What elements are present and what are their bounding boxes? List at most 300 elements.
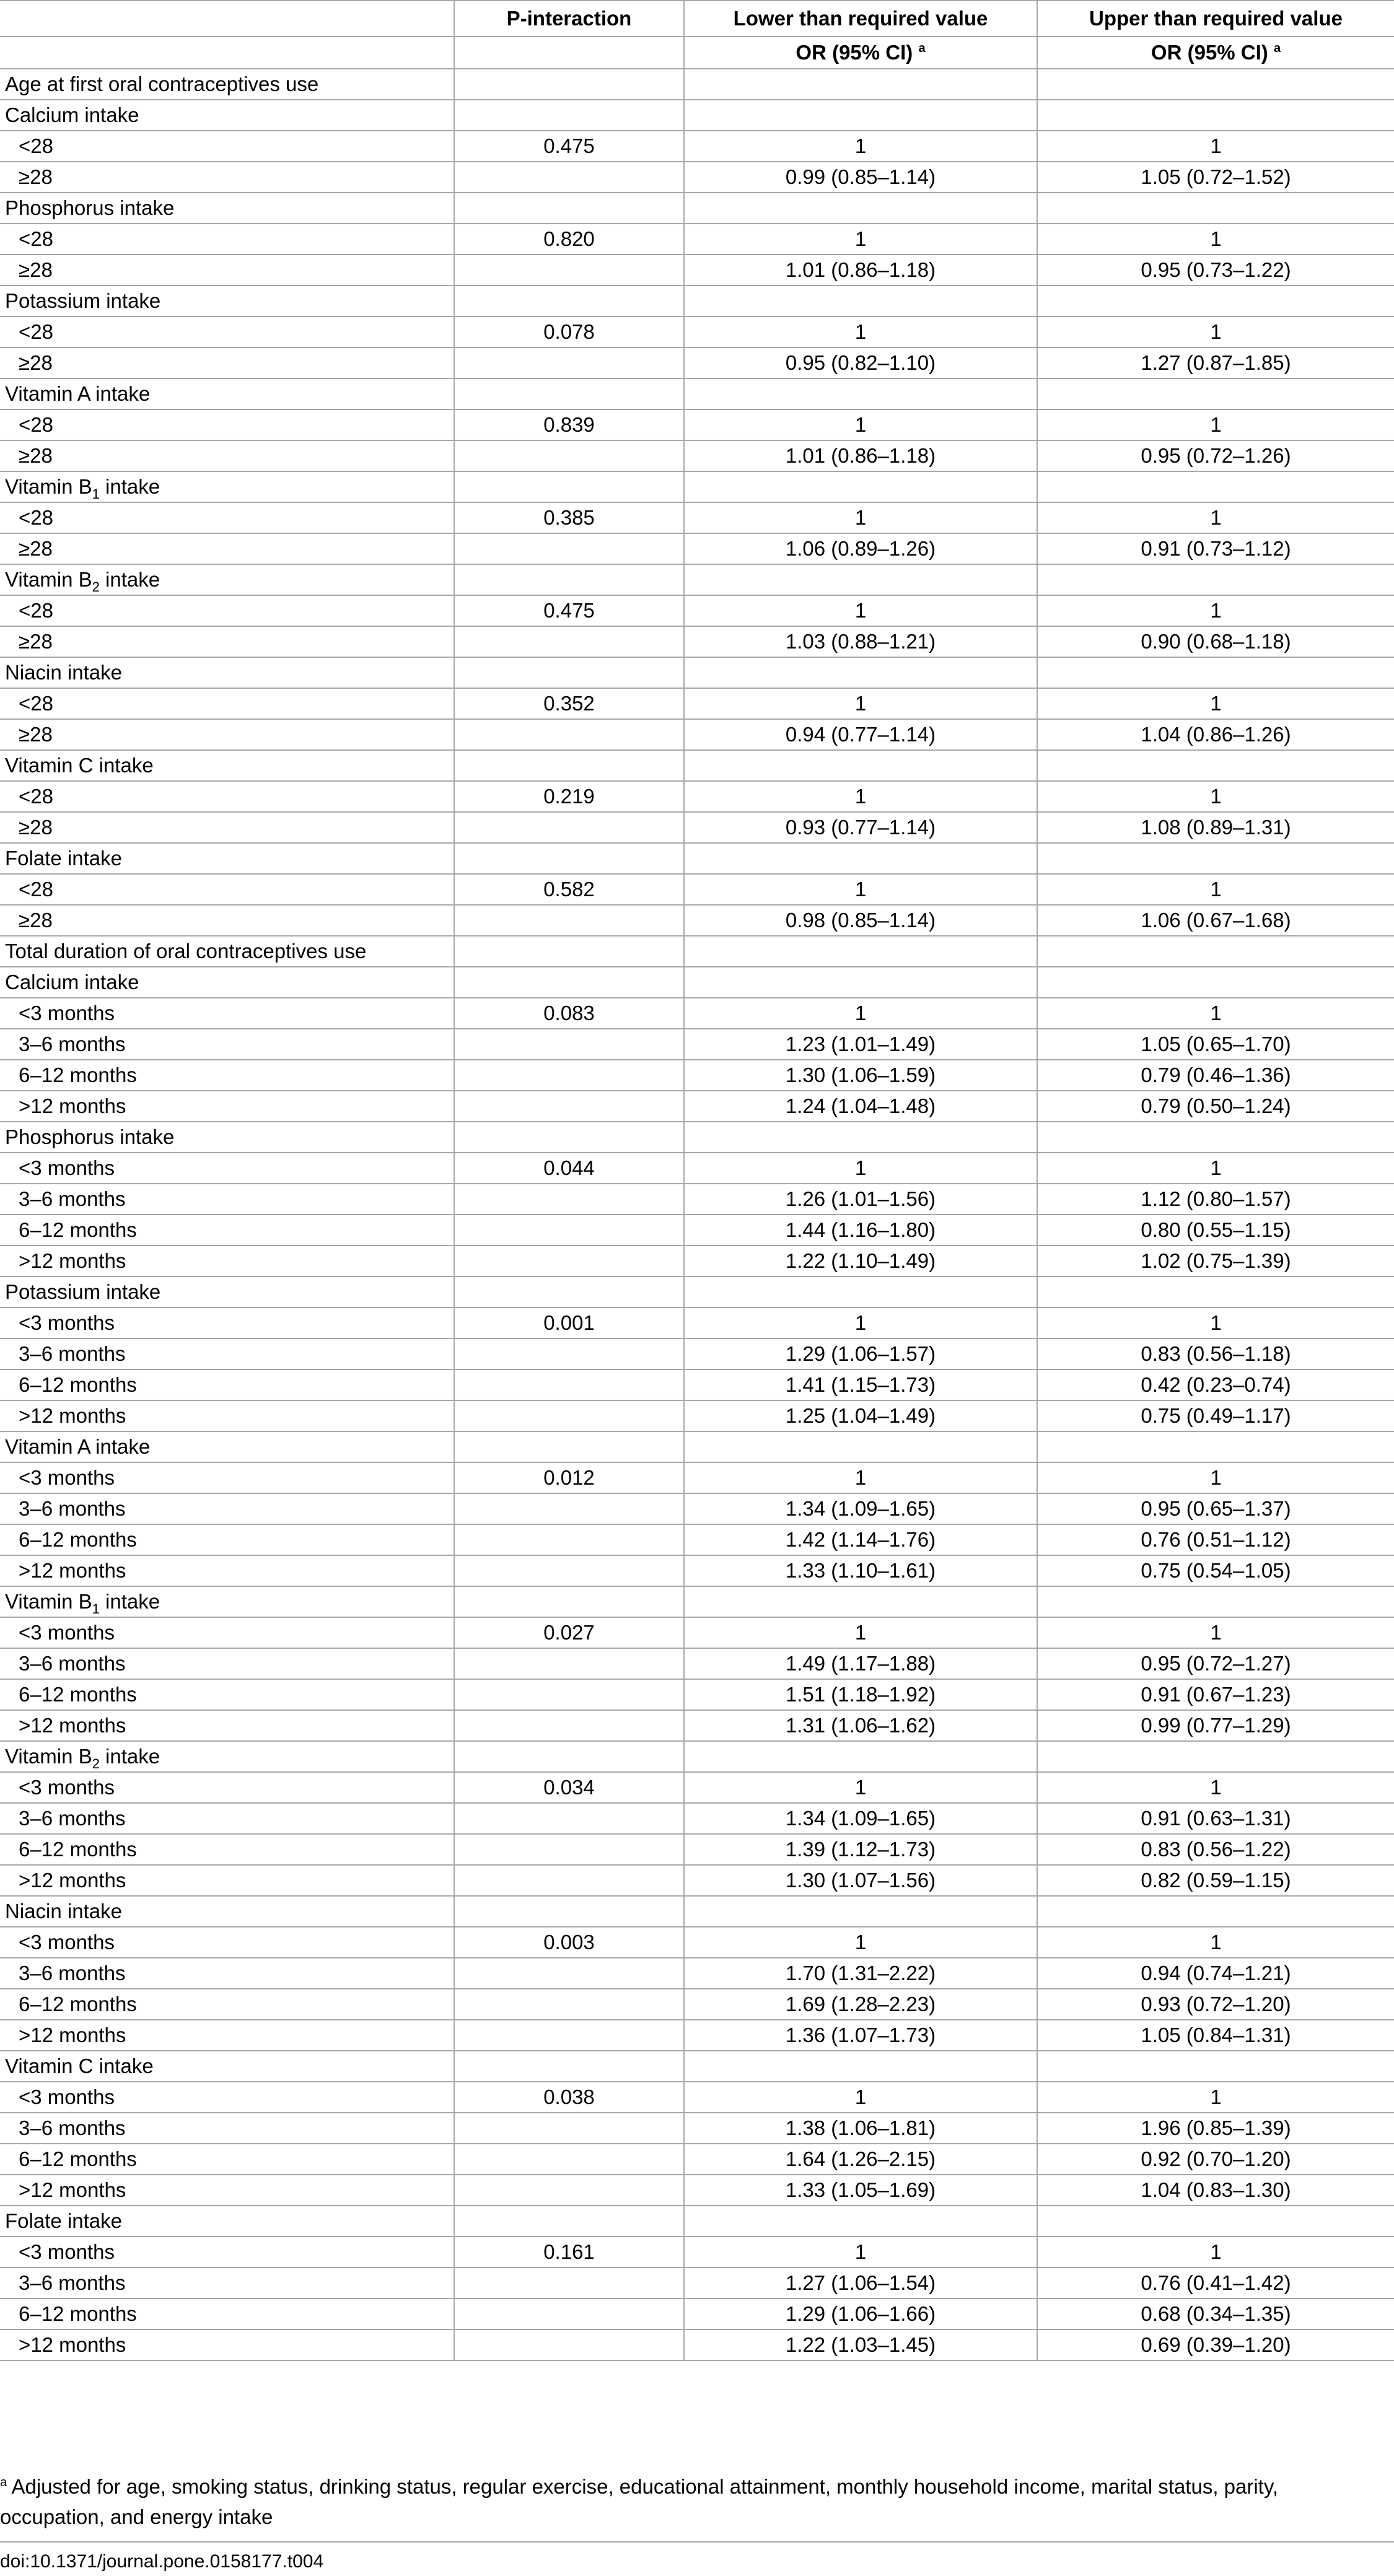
table-row [0,781,1394,812]
upper-or-cell [1037,100,1394,131]
group-row [0,193,1394,224]
table-row [0,719,1394,750]
p-interaction-cell [454,2051,684,2082]
row-label [0,1246,454,1277]
lower-or-cell: 1 [684,1927,1037,1958]
p-interaction-cell [454,1989,684,2020]
lower-or-cell: 1 [684,874,1037,905]
label-text: Vitamin B [5,1590,92,1613]
p-interaction-cell: 0.475 [454,595,684,626]
p-interaction-cell [454,1369,684,1400]
upper-or-cell: 1 [1037,1617,1394,1648]
p-interaction-cell [454,1277,684,1308]
label-text: 6–12 months [19,1373,137,1396]
table-row [0,688,1394,719]
row-label [0,1555,454,1586]
p-interaction-cell [454,2020,684,2051]
lower-or-cell: 1 [684,1153,1037,1184]
upper-or-cell: 0.91 (0.63–1.31) [1037,1803,1394,1834]
upper-or-cell: 0.75 (0.49–1.17) [1037,1400,1394,1431]
p-interaction-cell [454,2144,684,2175]
label-text: 6–12 months [19,2302,137,2325]
table-row [0,1989,1394,2020]
row-label [0,1772,454,1803]
group-label [0,1896,454,1927]
upper-or-cell: 0.79 (0.46–1.36) [1037,1060,1394,1091]
label-text: <28 [19,134,53,157]
upper-or-cell [1037,1122,1394,1153]
label-text: <3 months [19,1931,115,1954]
row-label [0,905,454,936]
table-row [0,347,1394,378]
row-label [0,409,454,440]
table-row [0,1184,1394,1215]
group-row [0,1431,1394,1462]
p-interaction-cell [454,905,684,936]
lower-or-cell [684,1896,1037,1927]
table-row [0,1834,1394,1865]
row-label [0,1215,454,1246]
p-interaction-cell [454,1060,684,1091]
label-text: <28 [19,413,53,436]
upper-or-cell [1037,1277,1394,1308]
label-suffix: intake [99,1590,160,1613]
label-text: 3–6 months [19,1033,126,1055]
p-interaction-cell [454,1431,684,1462]
label-text: 3–6 months [19,1342,126,1365]
upper-or-cell: 1 [1037,781,1394,812]
table-row [0,1091,1394,1122]
p-interaction-cell: 0.352 [454,688,684,719]
lower-or-cell [684,193,1037,224]
label-text: 3–6 months [19,2116,126,2139]
label-text: <3 months [19,1156,115,1179]
row-label [0,440,454,471]
row-label [0,2268,454,2299]
row-label [0,533,454,564]
label-text: Age at first oral contraceptives use [5,72,319,95]
row-label [0,224,454,255]
group-row [0,1122,1394,1153]
table-row [0,998,1394,1029]
label-subscript: 1 [92,486,100,502]
table-row [0,255,1394,286]
label-text: Vitamin A intake [5,382,151,405]
p-interaction-cell [454,936,684,967]
p-interaction-cell [454,2299,684,2329]
group-label [0,1586,454,1617]
table-row [0,2268,1394,2299]
label-text: Phosphorus intake [5,196,175,219]
upper-or-cell [1037,2206,1394,2237]
lower-or-cell: 1.38 (1.06–1.81) [684,2113,1037,2144]
lower-or-cell: 1.41 (1.15–1.73) [684,1369,1037,1400]
row-label [0,1524,454,1555]
p-interaction-cell [454,286,684,317]
row-label [0,874,454,905]
p-interaction-cell [454,1679,684,1710]
p-interaction-cell [454,1741,684,1772]
upper-or-cell: 1.06 (0.67–1.68) [1037,905,1394,936]
label-text: 6–12 months [19,1218,137,1241]
upper-or-cell [1037,69,1394,100]
label-text: >12 months [19,2178,126,2201]
p-interaction-cell [454,1865,684,1896]
lower-or-cell [684,750,1037,781]
upper-or-cell: 0.82 (0.59–1.15) [1037,1865,1394,1896]
row-label [0,1648,454,1679]
row-label [0,162,454,193]
lower-or-cell: 1.01 (0.86–1.18) [684,255,1037,286]
label-text: <28 [19,599,53,622]
table-row [0,2175,1394,2206]
label-text: <28 [19,227,53,250]
upper-or-cell: 0.68 (0.34–1.35) [1037,2299,1394,2329]
table-row [0,1865,1394,1896]
label-text: Potassium intake [5,289,161,312]
row-label [0,1184,454,1215]
p-interaction-cell [454,967,684,998]
p-interaction-cell: 0.582 [454,874,684,905]
table-row [0,1803,1394,1834]
p-interaction-cell [454,440,684,471]
label-suffix: intake [99,475,160,498]
p-interaction-cell [454,471,684,502]
label-text: <3 months [19,1776,115,1799]
section-label [0,69,454,100]
row-label [0,1338,454,1369]
row-label [0,2299,454,2329]
label-text: 3–6 months [19,1652,126,1675]
lower-or-cell: 1.22 (1.03–1.45) [684,2329,1037,2360]
table-row [0,2329,1394,2360]
p-interaction-cell [454,564,684,595]
label-text: 6–12 months [19,1528,137,1551]
p-interaction-cell [454,2206,684,2237]
upper-or-cell: 1 [1037,409,1394,440]
p-interaction-cell [454,1091,684,1122]
footnote-text: Adjusted for age, smoking status, drinking status, regular exercise, educational attainment, monthly household income, marital status, parity, occupation, and energy intake [0,2475,1279,2528]
row-label [0,502,454,533]
p-interaction-cell [454,1400,684,1431]
group-label [0,2051,454,2082]
lower-or-cell: 1.27 (1.06–1.54) [684,2268,1037,2299]
lower-or-cell: 1.39 (1.12–1.73) [684,1834,1037,1865]
row-label [0,1710,454,1741]
label-text: 3–6 months [19,2271,126,2294]
lower-or-cell: 1.22 (1.10–1.49) [684,1246,1037,1277]
upper-or-cell: 0.42 (0.23–0.74) [1037,1369,1394,1400]
lower-or-cell: 1 [684,1772,1037,1803]
upper-or-cell: 1 [1037,317,1394,347]
row-label [0,2113,454,2144]
p-interaction-cell: 0.038 [454,2082,684,2113]
label-text: ≥28 [19,909,53,932]
label-text: Niacin intake [5,661,122,684]
label-text: <3 months [19,2240,115,2263]
upper-or-cell: 0.91 (0.67–1.23) [1037,1679,1394,1710]
upper-or-cell: 0.90 (0.68–1.18) [1037,626,1394,657]
upper-or-cell: 1.04 (0.86–1.26) [1037,719,1394,750]
row-label [0,1153,454,1184]
row-label [0,688,454,719]
row-label [0,1091,454,1122]
group-row [0,967,1394,998]
lower-or-cell: 1 [684,1308,1037,1338]
upper-or-cell [1037,286,1394,317]
group-label [0,967,454,998]
upper-or-cell: 0.76 (0.41–1.42) [1037,2268,1394,2299]
doi-text: doi:10.1371/journal.pone.0158177.t004 [0,2551,324,2572]
upper-or-cell: 0.95 (0.73–1.22) [1037,255,1394,286]
header-row [0,1,1394,37]
lower-or-cell: 0.94 (0.77–1.14) [684,719,1037,750]
row-label [0,1493,454,1524]
table-row [0,1246,1394,1277]
upper-or-cell: 1 [1037,1308,1394,1338]
label-text: 6–12 months [19,1063,137,1086]
label-subscript: 2 [92,579,100,595]
p-interaction-cell: 0.001 [454,1308,684,1338]
subheader-blank-cell [0,37,454,69]
lower-or-cell: 1.33 (1.10–1.61) [684,1555,1037,1586]
table-row [0,1617,1394,1648]
p-interaction-cell [454,626,684,657]
lower-or-cell [684,2051,1037,2082]
p-interaction-cell [454,1184,684,1215]
group-row [0,843,1394,874]
label-subscript: 2 [92,1756,100,1771]
lower-or-cell [684,100,1037,131]
lower-or-cell: 1.29 (1.06–1.66) [684,2299,1037,2329]
lower-or-cell: 1 [684,595,1037,626]
group-label [0,2206,454,2237]
p-interaction-cell [454,533,684,564]
group-row [0,1586,1394,1617]
p-interaction-cell [454,69,684,100]
group-label [0,1277,454,1308]
label-text: Calcium intake [5,103,139,126]
upper-or-cell [1037,967,1394,998]
row-label [0,1803,454,1834]
table-row [0,2082,1394,2113]
label-text: 3–6 months [19,1497,126,1520]
lower-or-cell [684,936,1037,967]
table-row [0,2237,1394,2268]
row-label [0,781,454,812]
label-text: <28 [19,785,53,808]
upper-or-cell [1037,1896,1394,1927]
label-text: <3 months [19,2085,115,2108]
lower-or-cell: 1.70 (1.31–2.22) [684,1958,1037,1989]
p-interaction-cell [454,1338,684,1369]
section-row [0,936,1394,967]
label-text: ≥28 [19,351,53,374]
upper-or-cell [1037,564,1394,595]
p-interaction-cell: 0.839 [454,409,684,440]
footer-divider [0,2541,1394,2543]
table-row [0,533,1394,564]
table-row [0,1308,1394,1338]
label-text: 6–12 months [19,2147,137,2170]
label-text: Calcium intake [5,971,139,993]
p-interaction-cell [454,378,684,409]
p-interaction-cell [454,162,684,193]
label-text: ≥28 [19,165,53,188]
table-row [0,1215,1394,1246]
lower-or-cell: 1.33 (1.05–1.69) [684,2175,1037,2206]
row-label [0,2082,454,2113]
lower-or-cell: 1 [684,224,1037,255]
upper-or-cell: 1 [1037,502,1394,533]
lower-or-cell: 0.99 (0.85–1.14) [684,162,1037,193]
table-row [0,224,1394,255]
row-label [0,1834,454,1865]
group-label [0,100,454,131]
row-label [0,998,454,1029]
table-row [0,1679,1394,1710]
upper-or-cell [1037,657,1394,688]
label-text: ≥28 [19,444,53,467]
upper-or-cell: 1.05 (0.65–1.70) [1037,1029,1394,1060]
row-label [0,1679,454,1710]
lower-or-cell [684,564,1037,595]
label-text: ≥28 [19,816,53,839]
upper-or-cell: 0.83 (0.56–1.22) [1037,1834,1394,1865]
label-text: Vitamin B [5,475,92,498]
label-text: Vitamin C intake [5,754,154,777]
group-row [0,378,1394,409]
lower-or-cell [684,967,1037,998]
lower-or-cell [684,843,1037,874]
upper-or-cell: 1.02 (0.75–1.39) [1037,1246,1394,1277]
group-label [0,471,454,502]
group-row [0,750,1394,781]
row-label [0,347,454,378]
table-row [0,1710,1394,1741]
label-text: >12 months [19,2024,126,2046]
lower-or-cell [684,286,1037,317]
group-label [0,378,454,409]
p-interaction-cell [454,750,684,781]
label-text: Vitamin B [5,568,92,591]
row-label [0,2144,454,2175]
row-label [0,1989,454,2020]
upper-or-cell: 1 [1037,224,1394,255]
upper-or-cell: 1.96 (0.85–1.39) [1037,2113,1394,2144]
upper-or-cell: 0.92 (0.70–1.20) [1037,2144,1394,2175]
header-blank-cell [0,1,454,37]
upper-or-cell: 1 [1037,1772,1394,1803]
subheader-or-ci-upper [1037,37,1394,69]
upper-or-cell: 1 [1037,688,1394,719]
p-interaction-cell: 0.003 [454,1927,684,1958]
p-interaction-cell: 0.027 [454,1617,684,1648]
label-suffix: intake [99,1745,160,1768]
lower-or-cell: 1.06 (0.89–1.26) [684,533,1037,564]
lower-or-cell: 1 [684,131,1037,162]
section-label [0,936,454,967]
table-row [0,1369,1394,1400]
label-text: <28 [19,320,53,343]
lower-or-cell [684,1586,1037,1617]
p-interaction-cell: 0.820 [454,224,684,255]
upper-or-cell: 1 [1037,874,1394,905]
p-interaction-cell [454,2113,684,2144]
row-label [0,1400,454,1431]
table-row [0,1555,1394,1586]
p-interaction-cell [454,1122,684,1153]
row-label [0,1369,454,1400]
label-text: 3–6 months [19,1962,126,1984]
upper-or-cell [1037,1586,1394,1617]
label-text: Total duration of oral contraceptives use [5,940,367,963]
lower-or-cell: 0.95 (0.82–1.10) [684,347,1037,378]
row-label [0,595,454,626]
upper-or-cell: 0.91 (0.73–1.12) [1037,533,1394,564]
table-row [0,1462,1394,1493]
label-text: Phosphorus intake [5,1125,175,1148]
p-interaction-cell [454,347,684,378]
lower-or-cell: 1.23 (1.01–1.49) [684,1029,1037,1060]
label-text: 3–6 months [19,1187,126,1210]
lower-or-cell [684,657,1037,688]
label-text: >12 months [19,1714,126,1737]
label-text: 3–6 months [19,1807,126,1830]
p-interaction-cell [454,255,684,286]
lower-or-cell [684,1122,1037,1153]
p-interaction-cell [454,2175,684,2206]
lower-or-cell: 1.34 (1.09–1.65) [684,1803,1037,1834]
p-interaction-cell [454,1493,684,1524]
upper-or-cell: 0.76 (0.51–1.12) [1037,1524,1394,1555]
lower-or-cell: 0.93 (0.77–1.14) [684,812,1037,843]
label-text: <3 months [19,1311,115,1334]
upper-or-cell: 1 [1037,2082,1394,2113]
upper-or-cell [1037,843,1394,874]
label-text: Vitamin B [5,1745,92,1768]
lower-or-cell [684,378,1037,409]
footnote-marker: a [918,41,926,55]
upper-or-cell: 1 [1037,595,1394,626]
upper-or-cell: 0.95 (0.65–1.37) [1037,1493,1394,1524]
p-interaction-cell: 0.161 [454,2237,684,2268]
lower-or-cell: 1 [684,1617,1037,1648]
p-interaction-cell [454,1524,684,1555]
label-text: Niacin intake [5,1900,122,1923]
table-row [0,2113,1394,2144]
label-text: >12 months [19,1404,126,1427]
upper-or-cell: 1.12 (0.80–1.57) [1037,1184,1394,1215]
table-row [0,1958,1394,1989]
upper-or-cell: 0.95 (0.72–1.27) [1037,1648,1394,1679]
subheader-row [0,37,1394,69]
group-label [0,657,454,688]
label-suffix: intake [99,568,160,591]
or-ci-label: OR (95% CI) [796,41,913,64]
lower-or-cell [684,471,1037,502]
upper-or-cell: 0.99 (0.77–1.29) [1037,1710,1394,1741]
table-row [0,1029,1394,1060]
lower-or-cell: 1.30 (1.07–1.56) [684,1865,1037,1896]
lower-or-cell: 1.24 (1.04–1.48) [684,1091,1037,1122]
row-label [0,626,454,657]
row-label [0,1617,454,1648]
label-text: >12 months [19,1869,126,1892]
row-label [0,2329,454,2360]
p-interaction-cell: 0.034 [454,1772,684,1803]
upper-or-cell: 0.69 (0.39–1.20) [1037,2329,1394,2360]
